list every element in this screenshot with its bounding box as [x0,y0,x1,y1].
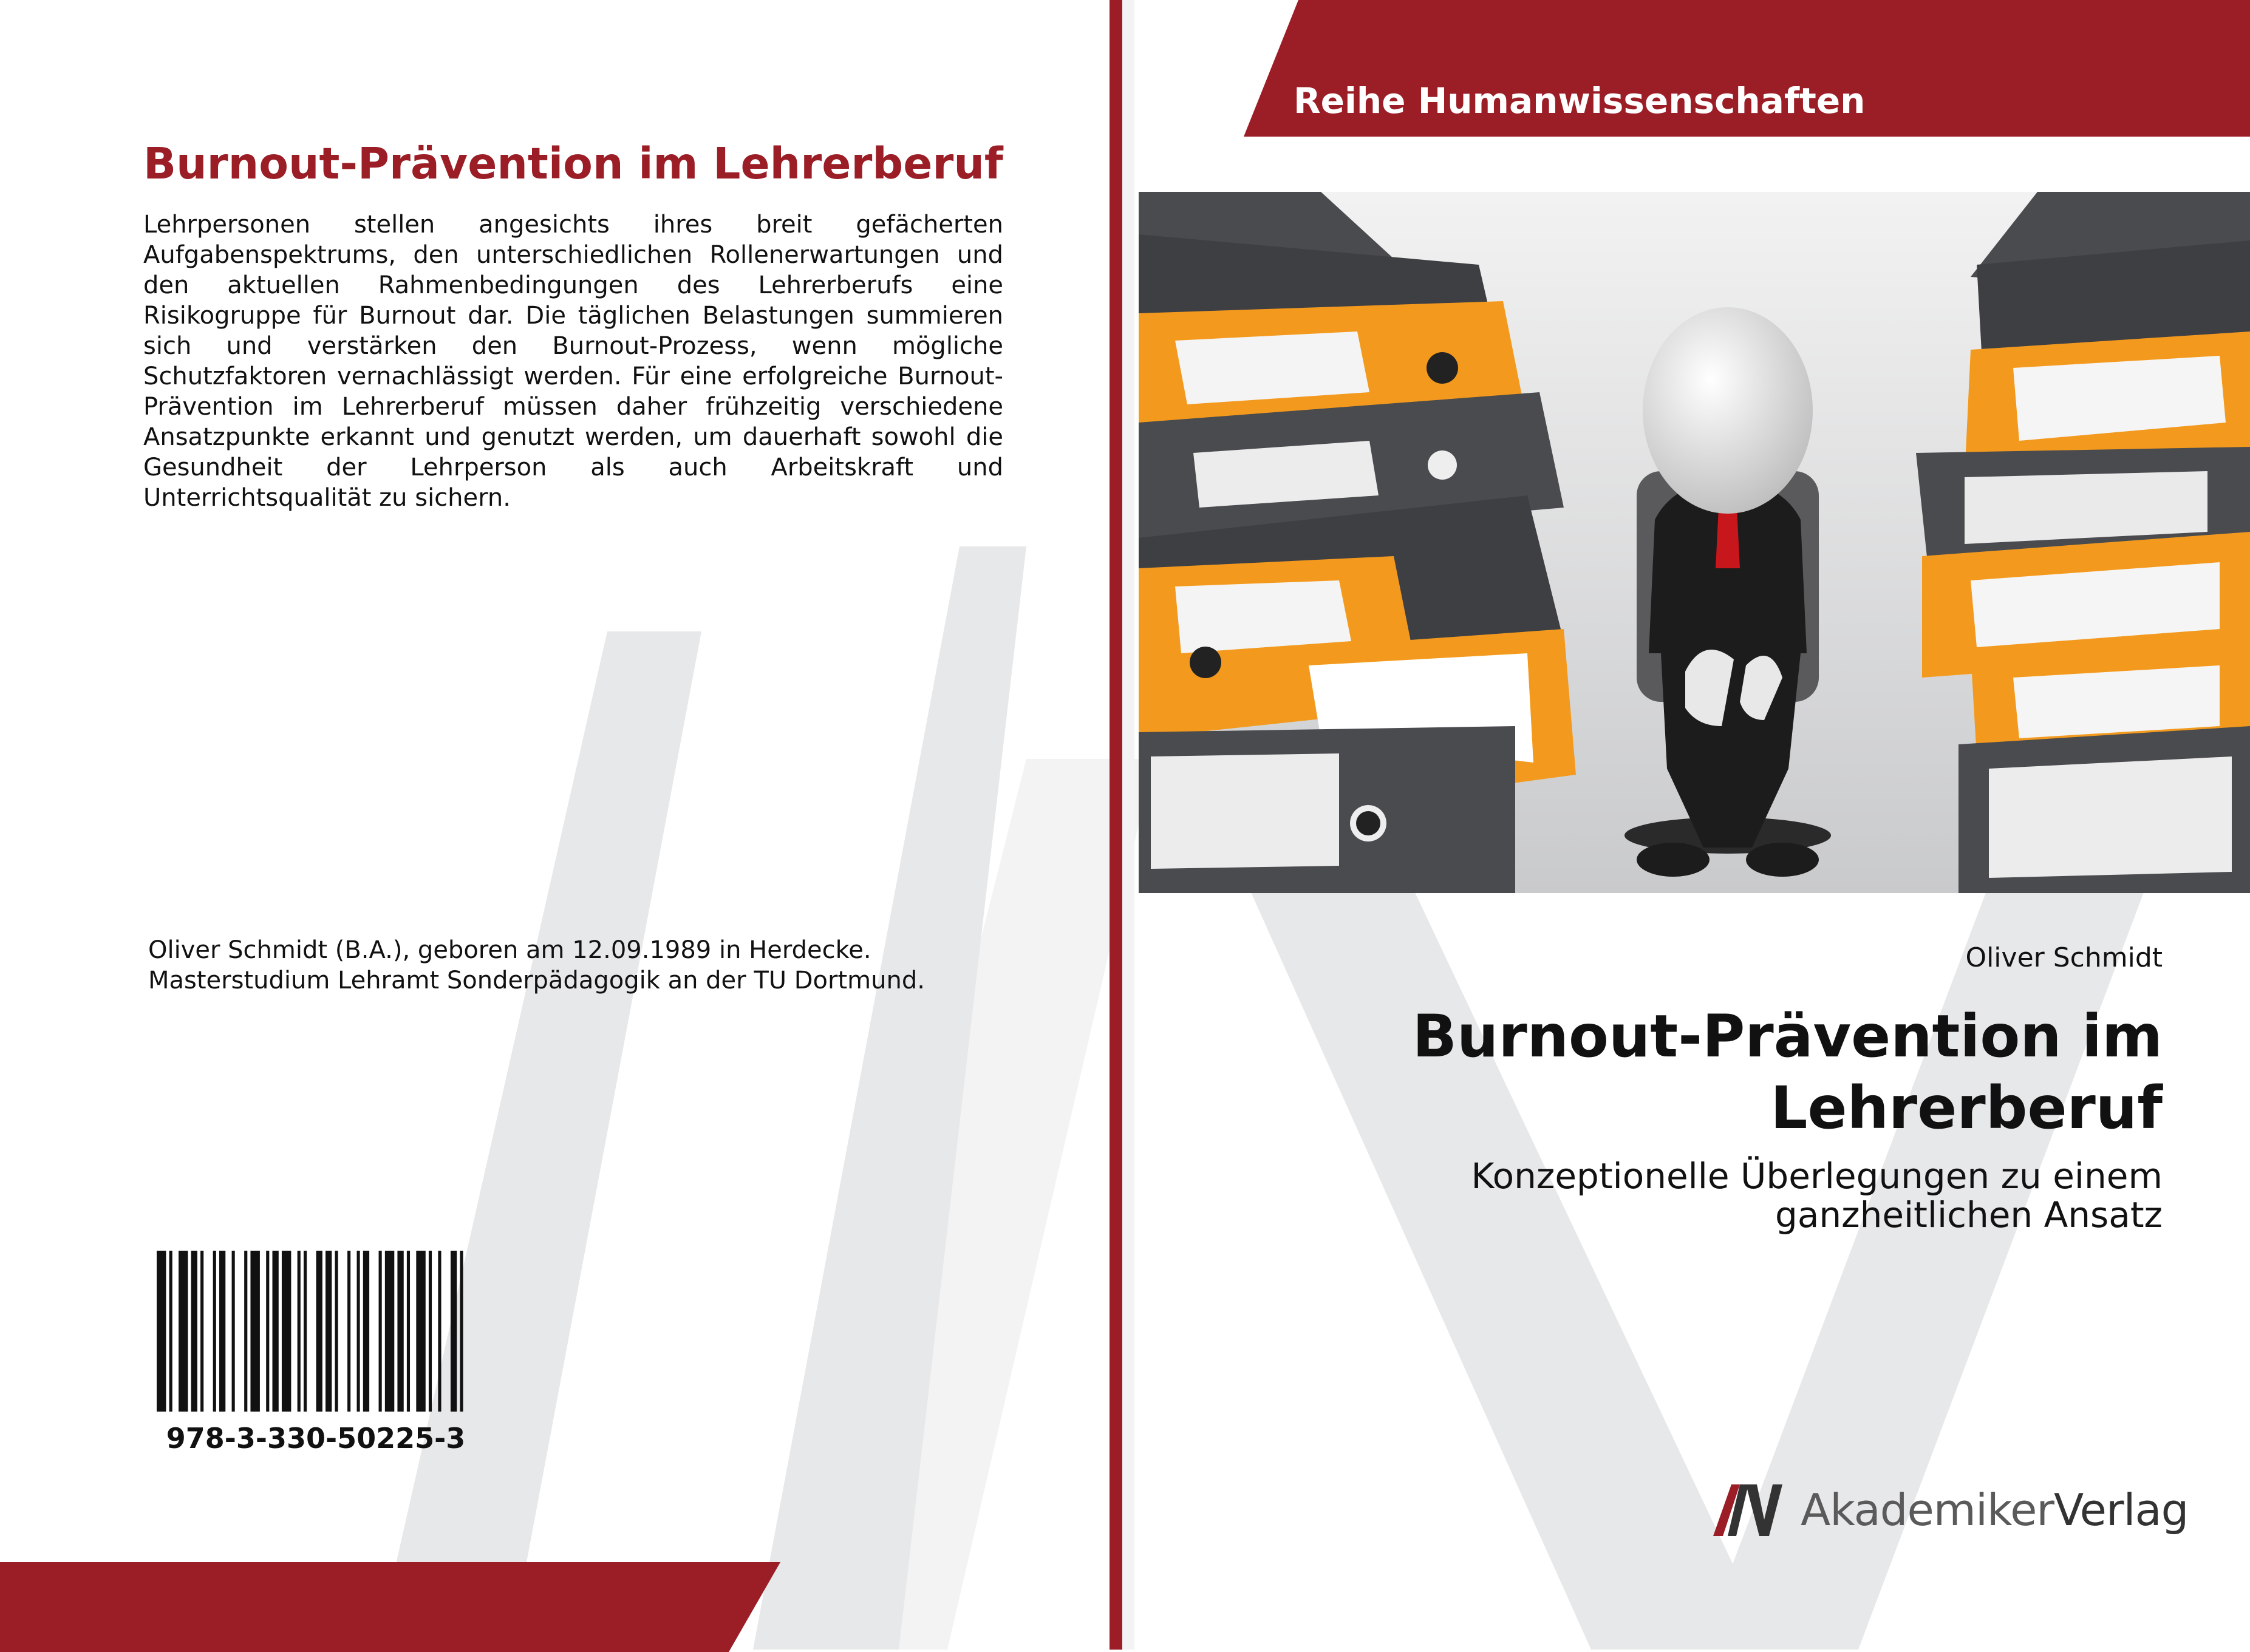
spine-highlight [1122,0,1134,1650]
back-cover-title: Burnout-Prävention im Lehrerberuf [143,138,1003,189]
front-subtitle-line: ganzheitlichen Ansatz [1775,1194,2163,1236]
back-cover-blurb: Lehrpersonen stellen angesichts ihres breit gefächerten Aufgabenspektrums, den unterschiedlichen Rollenerwartungen und den aktuellen Rahmenbedingungen des Lehrerberufs eine Risikogruppe für Burnout dar. Die täglichen Belastungen summieren sich und verstärken den Burnout-Prozess, wenn mögliche Schutzfaktoren vernachlässigt werden. Für eine erfolgreiche Burnout-Prävention im Lehrerberuf müssen daher frühzeitig verschiedene Ansatzpunkte erkannt und genutzt werden, um dauerhaft sowohl die Gesundheit der Lehrperson als auch Arbeitskraft und Unterrichtsqualität zu sichern. [143,211,1003,512]
barcode-bar [266,1251,269,1412]
front-title-line: Burnout-Prävention im [1412,1002,2163,1070]
barcode-bar [244,1251,247,1412]
barcode-bar [357,1251,360,1412]
barcode-bar [335,1251,338,1412]
barcode-bar [179,1251,188,1412]
barcode-bar [363,1251,369,1412]
front-title-line: Lehrerberuf [1770,1074,2163,1142]
barcode-bar [219,1251,225,1412]
cover-illustration [1139,192,2250,893]
barcode-bar [232,1251,235,1412]
barcode-bar [250,1251,259,1412]
barcode-bar [416,1251,425,1412]
barcode-bar [347,1251,350,1412]
author-bio-line: Masterstudium Lehramt Sonderpädagogik an der TU Dortmund. [148,967,925,994]
front-subtitle-line: Konzeptionelle Überlegungen zu einem [1471,1155,2163,1197]
barcode-bar [304,1251,307,1412]
author-bio [148,935,938,996]
barcode-bar [157,1251,166,1412]
barcode-bar [316,1251,322,1412]
barcode-bar [191,1251,197,1412]
barcode-bar [385,1251,394,1412]
barcode-bar [298,1251,301,1412]
barcode-bar [200,1251,203,1412]
barcode-bar [397,1251,403,1412]
barcode-bar [429,1251,432,1412]
barcode-bar [379,1251,382,1412]
author-bio-line: Oliver Schmidt (B.A.), geboren am 12.09.1989 in Herdecke. [148,936,871,964]
barcode-bar [282,1251,291,1412]
barcode-bar [438,1251,441,1412]
front-cover-title [1312,1001,2163,1144]
publisher-name-plain: Akademiker [1801,1484,2054,1535]
barcode-bar [213,1251,216,1412]
isbn-number: 978-3-330-50225-3 [166,1422,466,1455]
publisher-logo [1710,1472,2189,1539]
publisher-name-bold: Verlag [2053,1484,2189,1535]
barcode-graphic [157,1251,472,1412]
av-logo-icon [1710,1484,1782,1536]
series-label: Reihe Humanwissenschaften [1294,80,1866,121]
barcode-bar [407,1251,410,1412]
front-cover-subtitle [1312,1157,2163,1234]
barcode-bar [451,1251,457,1412]
back-cover-red-band [0,1562,780,1652]
front-cover-author: Oliver Schmidt [1965,942,2163,973]
barcode-bar [169,1251,172,1412]
barcode-bar [460,1251,463,1412]
barcode-bar [273,1251,279,1412]
publisher-name [1801,1484,2188,1535]
barcode-bar [326,1251,332,1412]
